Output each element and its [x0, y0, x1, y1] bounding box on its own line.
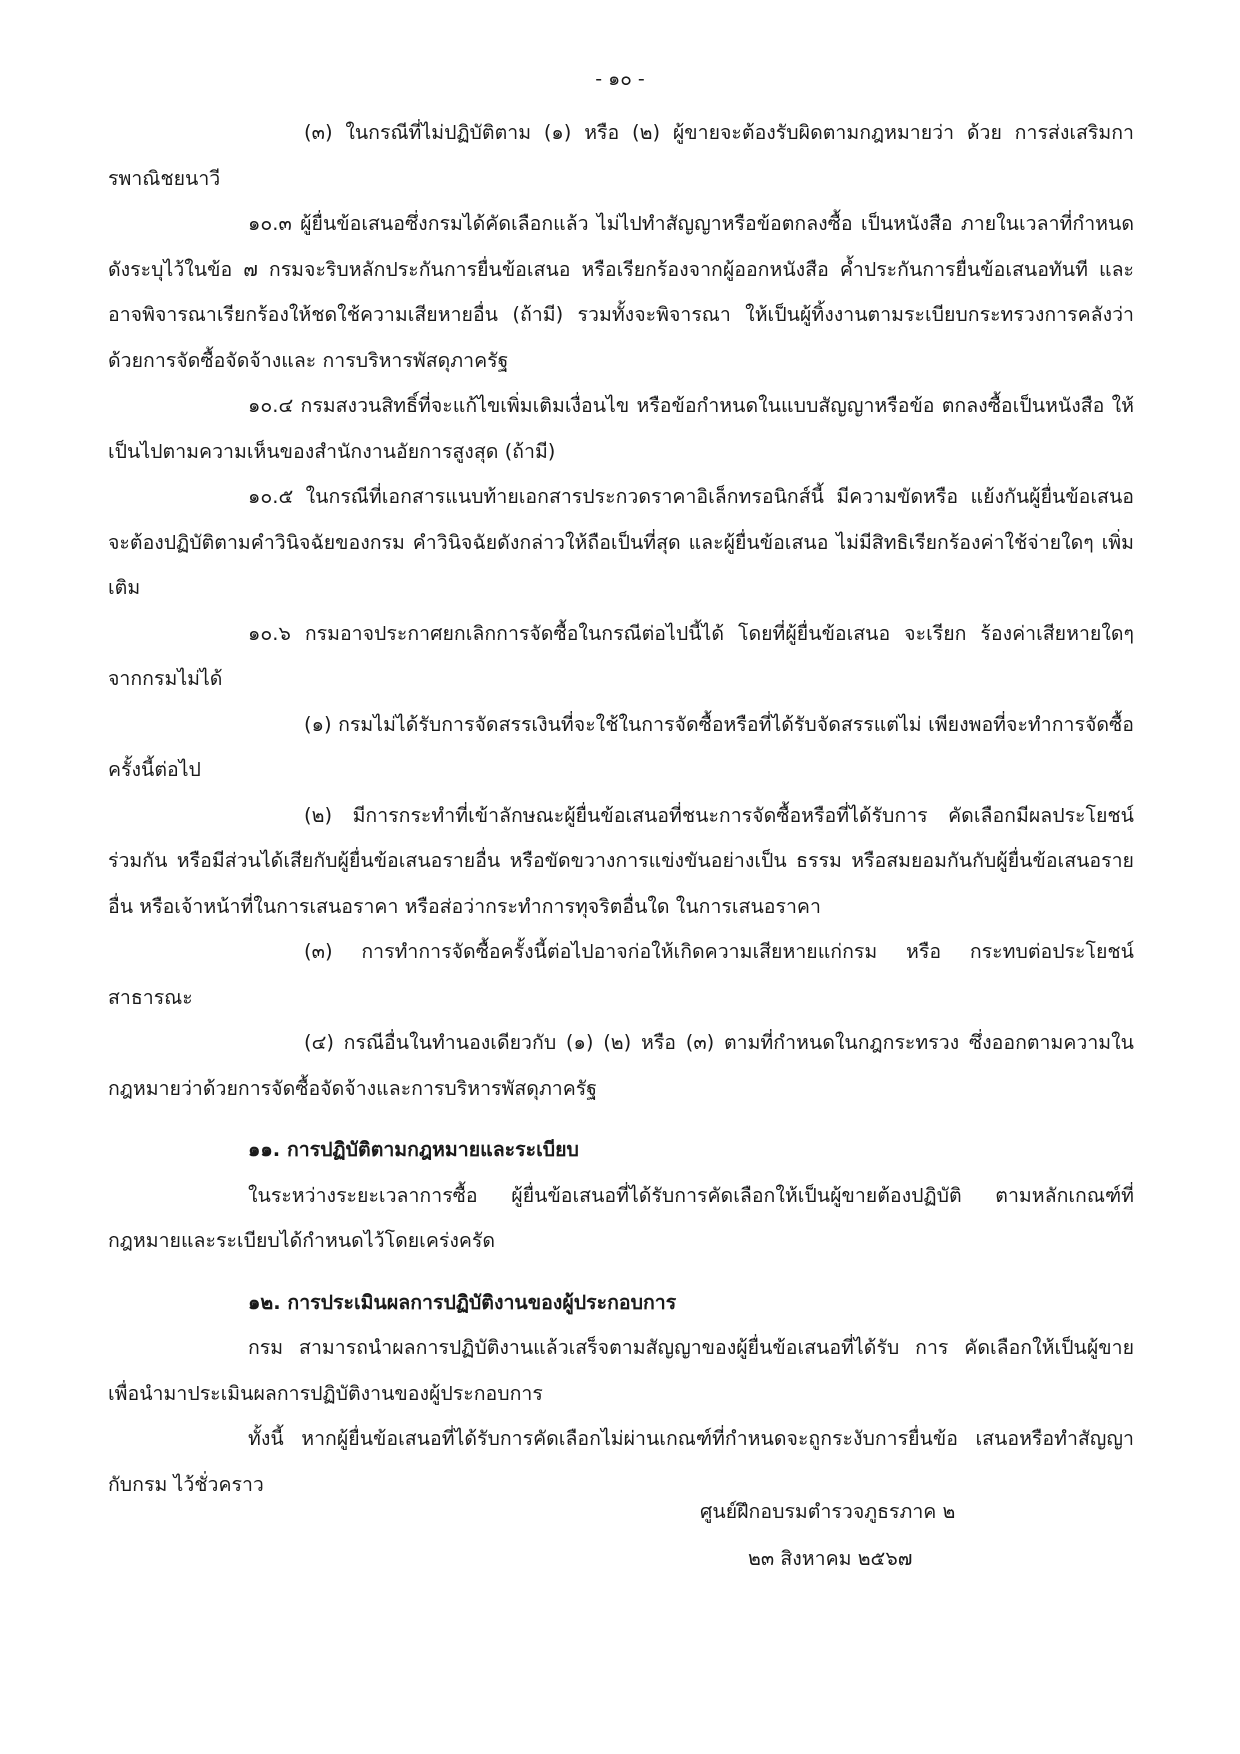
paragraph-clause-10-6-4: (๔) กรณีอื่นในทำนองเดียวกับ (๑) (๒) หรือ (๓) ตามที่กำหนดในกฎกระทรวง ซึ่งออกตามความในกฎหมายว่าด้วยการจัดซื้อจัดจ้างและการบริหารพัสดุภาครัฐ: [108, 1031, 1134, 1100]
paragraph-clause-10-6-1: (๑) กรมไม่ได้รับการจัดสรรเงินที่จะใช้ในการจัดซื้อหรือที่ได้รับจัดสรรแต่ไม่ เพียงพอที่จะทำการจัดซื้อครั้งนี้ต่อไป: [108, 712, 1134, 781]
paragraph-clause-10-2-3: (๓) ในกรณีที่ไม่ปฏิบัติตาม (๑) หรือ (๒) ผู้ขายจะต้องรับผิดตามกฎหมายว่า ด้วย การส่งเสริมการพาณิชยนาวี: [108, 121, 1134, 190]
section-heading-12: ๑๒. การประเมินผลการปฏิบัติงานของผู้ประกอบการ: [248, 1290, 677, 1314]
paragraph-section-12-a: กรม สามารถนำผลการปฏิบัติงานแล้วเสร็จตามสัญญาของผู้ยื่นข้อเสนอที่ได้รับ การ คัดเลือกให้เป็นผู้ขายเพื่อนำมาประเมินผลการปฏิบัติงานของผู้ประกอบการ: [108, 1336, 1134, 1405]
paragraph-clause-10-3: ๑๐.๓ ผู้ยื่นข้อเสนอซึ่งกรมได้คัดเลือกแล้ว ไม่ไปทำสัญญาหรือข้อตกลงซื้อ เป็นหนังสือ ภายในเวลาที่กำหนด ดังระบุไว้ในข้อ ๗ กรมจะริบหลักประกันการยื่นข้อเสนอ หรือเรียกร้องจากผู้ออกหนังสือ ค้ำประกันการยื่นข้อเสนอทันที และอาจพิจารณาเรียกร้องให้ชดใช้ความเสียหายอื่น (ถ้ามี) รวมทั้งจะพิจารณา ให้เป็นผู้ทิ้งงานตามระเบียบกระทรวงการคลังว่าด้วยการจัดซื้อจัดจ้างและ การบริหารพัสดุภาครัฐ: [108, 212, 1134, 372]
paragraph-clause-10-6-2: (๒) มีการกระทำที่เข้าลักษณะผู้ยื่นข้อเสนอที่ชนะการจัดซื้อหรือที่ได้รับการ คัดเลือกมีผลประโยชน์ร่วมกัน หรือมีส่วนได้เสียกับผู้ยื่นข้อเสนอรายอื่น หรือขัดขวางการแข่งขันอย่างเป็น ธรรม หรือสมยอมกันกับผู้ยื่นข้อเสนอรายอื่น หรือเจ้าหน้าที่ในการเสนอราคา หรือส่อว่ากระทำการทุจริตอื่นใด ในการเสนอราคา: [108, 803, 1134, 918]
paragraph-clause-10-4: ๑๐.๔ กรมสงวนสิทธิ์ที่จะแก้ไขเพิ่มเติมเงื่อนไข หรือข้อกำหนดในแบบสัญญาหรือข้อ ตกลงซื้อเป็นหนังสือ ให้เป็นไปตามความเห็นของสำนักงานอัยการสูงสุด (ถ้ามี): [108, 394, 1134, 463]
paragraph-section-12-b: ทั้งนี้ หากผู้ยื่นข้อเสนอที่ได้รับการคัดเลือกไม่ผ่านเกณฑ์ที่กำหนดจะถูกระงับการยื่นข้อ เสนอหรือทำสัญญากับกรม ไว้ชั่วคราว: [108, 1427, 1134, 1496]
paragraph-clause-10-6: ๑๐.๖ กรมอาจประกาศยกเลิกการจัดซื้อในกรณีต่อไปนี้ได้ โดยที่ผู้ยื่นข้อเสนอ จะเรียก ร้องค่าเสียหายใดๆ จากกรมไม่ได้: [108, 621, 1134, 690]
signature-date: ๒๓ สิงหาคม ๒๕๖๗: [748, 1547, 913, 1570]
document-body: [108, 110, 1134, 1507]
paragraph-section-11: ในระหว่างระยะเวลาการซื้อ ผู้ยื่นข้อเสนอที่ได้รับการคัดเลือกให้เป็นผู้ขายต้องปฏิบัติ ตามหลักเกณฑ์ที่กฎหมายและระเบียบได้กำหนดไว้โดยเคร่งครัด: [108, 1183, 1134, 1252]
paragraph-clause-10-5: ๑๐.๕ ในกรณีที่เอกสารแนบท้ายเอกสารประกวดราคาอิเล็กทรอนิกส์นี้ มีความขัดหรือ แย้งกันผู้ยื่นข้อเสนอจะต้องปฏิบัติตามคำวินิจฉัยของกรม คำวินิจฉัยดังกล่าวให้ถือเป็นที่สุด และผู้ยื่นข้อเสนอ ไม่มีสิทธิเรียกร้องค่าใช้จ่ายใดๆ เพิ่มเติม: [108, 485, 1134, 599]
signature-organization: ศูนย์ฝึกอบรมตำรวจภูธรภาค ๒: [700, 1500, 956, 1523]
paragraph-clause-10-6-3: (๓) การทำการจัดซื้อครั้งนี้ต่อไปอาจก่อให้เกิดความเสียหายแก่กรม หรือ กระทบต่อประโยชน์สาธารณะ: [108, 940, 1134, 1009]
page-number: - ๑๐ -: [595, 68, 645, 90]
section-heading-11: ๑๑. การปฏิบัติตามกฎหมายและระเบียบ: [248, 1138, 579, 1161]
